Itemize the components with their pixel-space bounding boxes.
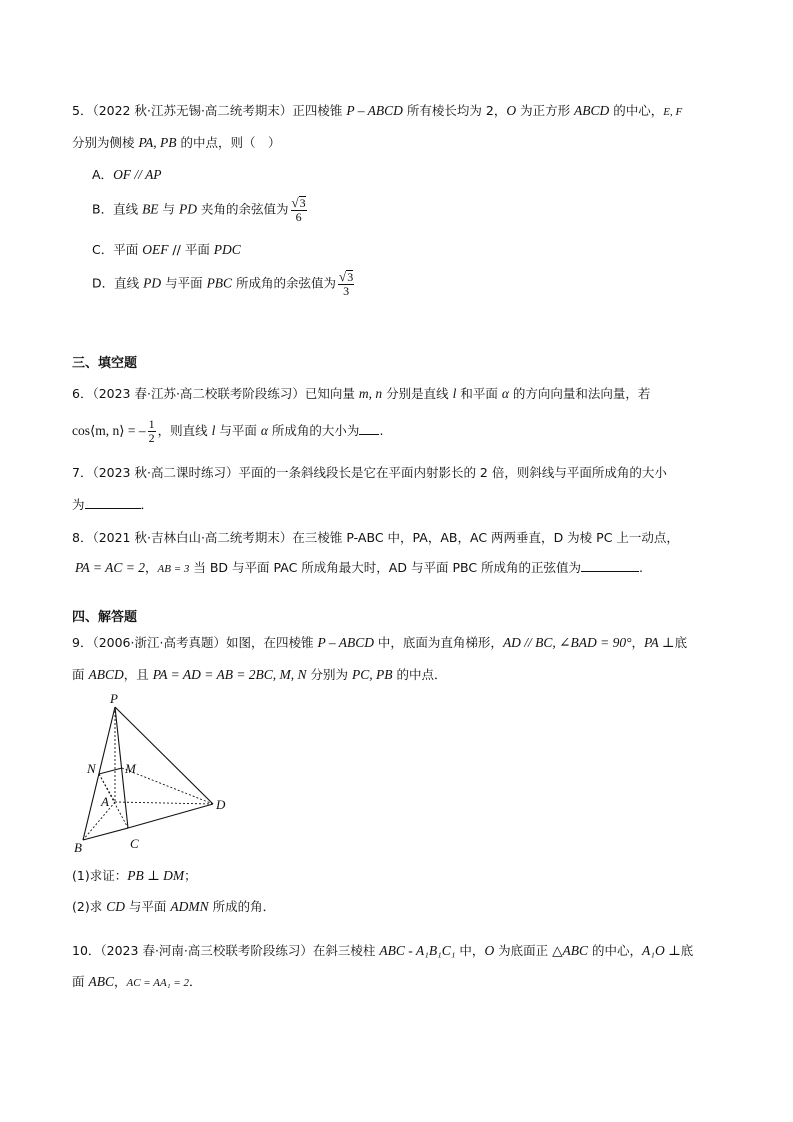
math-expr: AC (470, 530, 488, 545)
q9-text: 底 (674, 635, 688, 650)
math-expr: AD // BC, ∠BAD = 90° (502, 635, 632, 650)
math-expr: CD (106, 899, 125, 914)
pyramid-figure (70, 688, 240, 858)
option-text: 与平面 (161, 275, 207, 291)
math-expr: PBC (452, 560, 478, 575)
q10-line2 (72, 972, 201, 990)
math-expr: PAC (273, 560, 298, 575)
q5-text: 为正方形 (516, 103, 575, 118)
q9-line2 (72, 665, 447, 683)
q8-text: ， (145, 560, 158, 575)
math-expr: A₁O ⊥ (642, 943, 681, 958)
q5-text: 的中点，则（ ） (176, 135, 281, 150)
q8-text: 与平面 (228, 560, 274, 575)
vertex-label-C: C (130, 836, 139, 851)
q6-text: 分别是直线 (382, 386, 453, 401)
vertex-label-B: B (74, 840, 82, 855)
fraction-denominator: 6 (295, 210, 302, 224)
q8-text: 8．（2021 秋·吉林白山·高二统考期末）在三棱锥 (72, 530, 347, 545)
vertex-label-P: P (110, 691, 118, 706)
math-expr: AB (440, 530, 458, 545)
q10-text: 面 (72, 974, 89, 989)
q9-text: (2)求 (72, 899, 107, 914)
math-expr: O (484, 943, 495, 958)
edge-PD (115, 707, 213, 804)
q9-text: 与平面 (124, 899, 171, 914)
vertex-label-A: A (101, 794, 109, 809)
q9-text: 中，底面为直角梯形， (373, 635, 503, 650)
math-expr: BE (142, 201, 159, 217)
option-label: D．直线 (92, 275, 144, 291)
q5-text: 所有棱长均为 2， (402, 103, 507, 118)
vertex-label-N: N (87, 761, 96, 776)
math-expr: BD (209, 560, 229, 575)
q6-text: ，则直线 (157, 423, 212, 438)
q8-text: 所成角的正弦值为 (477, 560, 582, 575)
q6-text: 的方向向量和法向量，若 (508, 386, 651, 401)
math-expr: PA ⊥ (644, 635, 675, 650)
q9-part1 (72, 866, 197, 884)
q8-line2 (75, 558, 643, 576)
q5-line2 (72, 133, 280, 151)
math-expr: O (506, 103, 517, 118)
q10-text: 底 (680, 943, 694, 958)
q9-text: ， (631, 635, 645, 650)
q8-text: 当 (189, 560, 210, 575)
fraction-denominator: 2 (148, 431, 155, 445)
answer-blank (359, 434, 379, 435)
q10-text: 为底面正 (494, 943, 553, 958)
math-expr: PB ⊥ DM (127, 868, 185, 883)
option-label: C．平面 (92, 242, 143, 257)
q5-option-b (92, 196, 309, 224)
math-expr: m, n (358, 386, 383, 401)
math-expr: E, F (663, 106, 683, 118)
option-label: A． (92, 167, 114, 182)
math-expr: l (452, 386, 457, 401)
math-expr: α (501, 386, 509, 401)
q10-text: ． (188, 974, 202, 989)
q5-text: 分别为侧棱 (72, 135, 139, 150)
q9-text: 的中点． (392, 667, 447, 682)
q9-text: 9．（2006·浙江·高考真题）如图，在四棱锥 (72, 635, 318, 650)
q5-option-d (92, 270, 356, 298)
q9-text: 分别为 (306, 667, 353, 682)
math-expr: PA = AD = AB = 2BC, M, N (152, 667, 307, 682)
math-expr: PA (412, 530, 428, 545)
q8-text: 上一动点， (612, 530, 679, 545)
fraction (148, 418, 156, 445)
math-expr: PA = AC = 2 (75, 560, 145, 575)
q10-text: ， (113, 974, 127, 989)
q10-line1 (72, 941, 693, 959)
math-expr: ADMN (170, 899, 209, 914)
math-expr: ABC - A₁B₁C₁ (379, 943, 456, 958)
math-expr: D (553, 530, 564, 545)
math-expr: ABC (88, 974, 114, 989)
q6-text: 所成角的大小为 (267, 423, 360, 438)
math-expr: PC, PB (352, 667, 393, 682)
q8-text: . (639, 560, 644, 575)
edge-BC (83, 828, 128, 840)
q8-text: 为棱 (563, 530, 597, 545)
q9-line1 (72, 633, 687, 651)
math-expr: l (211, 423, 216, 438)
q6-line2 (72, 418, 383, 445)
option-text: 夹角的余弦值为 (197, 201, 289, 217)
q6-text: . (379, 423, 384, 438)
q8-text: 两两垂直， (487, 530, 554, 545)
q8-text: ， (457, 530, 471, 545)
q6-line1 (72, 384, 650, 402)
q5-line1 (72, 101, 682, 119)
math-expr: PD (143, 275, 162, 291)
math-expr: PBC (206, 275, 233, 291)
option-text: // 平面 (168, 242, 214, 257)
math-expr: cos⟨m, n⟩ = – (72, 423, 146, 438)
fraction: √ 3 3 (339, 269, 354, 298)
q8-text: 所成角最大时， (297, 560, 389, 575)
q7-text: 为 (72, 497, 85, 512)
math-expr: PDC (213, 242, 241, 257)
fraction-numerator: 1 (148, 417, 155, 431)
option-label: B．直线 (92, 201, 143, 217)
vertex-label-M: M (125, 761, 136, 776)
q8-text: 中， (383, 530, 413, 545)
vertex-label-D: D (216, 797, 226, 812)
math-expr: PC (596, 530, 613, 545)
math-expr: AC = AA₁ = 2 (126, 977, 189, 989)
q5-option-c (92, 240, 241, 258)
q9-text: 面 (72, 667, 89, 682)
q9-text: 所成的角． (208, 899, 276, 914)
answer-blank (581, 571, 639, 572)
edge-NM (99, 768, 122, 774)
q6-text: 和平面 (456, 386, 502, 401)
math-expr: PD (179, 201, 198, 217)
math-expr: PA, PB (138, 135, 177, 150)
math-expr: P-ABC (346, 530, 384, 545)
q10-text: 10．（2023 春·河南·高三校联考阶段练习）在斜三棱柱 (72, 943, 380, 958)
q5-text: 的中心， (609, 103, 664, 118)
q8-line1 (72, 528, 679, 546)
fraction-numerator: 3 (299, 196, 306, 210)
q7-line2 (72, 495, 153, 513)
q7-text: ． (140, 497, 154, 512)
q9-text: ； (184, 868, 197, 883)
q9-part2 (72, 897, 275, 915)
q10-text: 中， (455, 943, 485, 958)
math-expr: α (260, 423, 268, 438)
q5-option-a (92, 165, 162, 183)
q6-text: 与平面 (215, 423, 261, 438)
section-heading-fill-in: 三、填空题 (72, 356, 138, 371)
math-expr: ABCD (88, 667, 124, 682)
q9-text: ，且 (123, 667, 153, 682)
q9-text: (1)求证： (72, 868, 128, 883)
q6-text: 6．（2023 春·江苏·高二校联考阶段练习）已知向量 (72, 386, 359, 401)
q8-text: ， (427, 530, 441, 545)
q5-text: 5．（2022 秋·江苏无锡·高二统考期末）正四棱锥 (72, 103, 347, 118)
option-text: 与 (158, 201, 180, 217)
math-expr: OF // AP (113, 167, 162, 182)
q7-line1: 7．（2023 秋·高二课时练习）平面的一条斜线段长是它在平面内射影长的 2 倍，则斜线与平面所成角的大小 (72, 465, 667, 480)
math-expr: △ABC (552, 943, 589, 958)
option-text: 所成角的余弦值为 (232, 275, 337, 291)
section-heading-solution: 四、解答题 (72, 610, 138, 625)
math-expr: ABCD (574, 103, 610, 118)
fraction-numerator: 3 (347, 270, 354, 284)
q10-text: 的中心， (588, 943, 643, 958)
edge-CD (128, 804, 213, 828)
answer-blank (85, 508, 141, 509)
fraction: √ 3 6 (291, 195, 306, 224)
math-expr: OEF (142, 242, 169, 257)
math-expr: P – ABCD (317, 635, 374, 650)
math-expr: AD (388, 560, 407, 575)
edge-AD (115, 802, 213, 804)
math-expr: P – ABCD (346, 103, 403, 118)
q8-text: 与平面 (406, 560, 453, 575)
math-expr: AB = 3 (157, 563, 190, 575)
fraction-denominator: 3 (343, 284, 350, 298)
